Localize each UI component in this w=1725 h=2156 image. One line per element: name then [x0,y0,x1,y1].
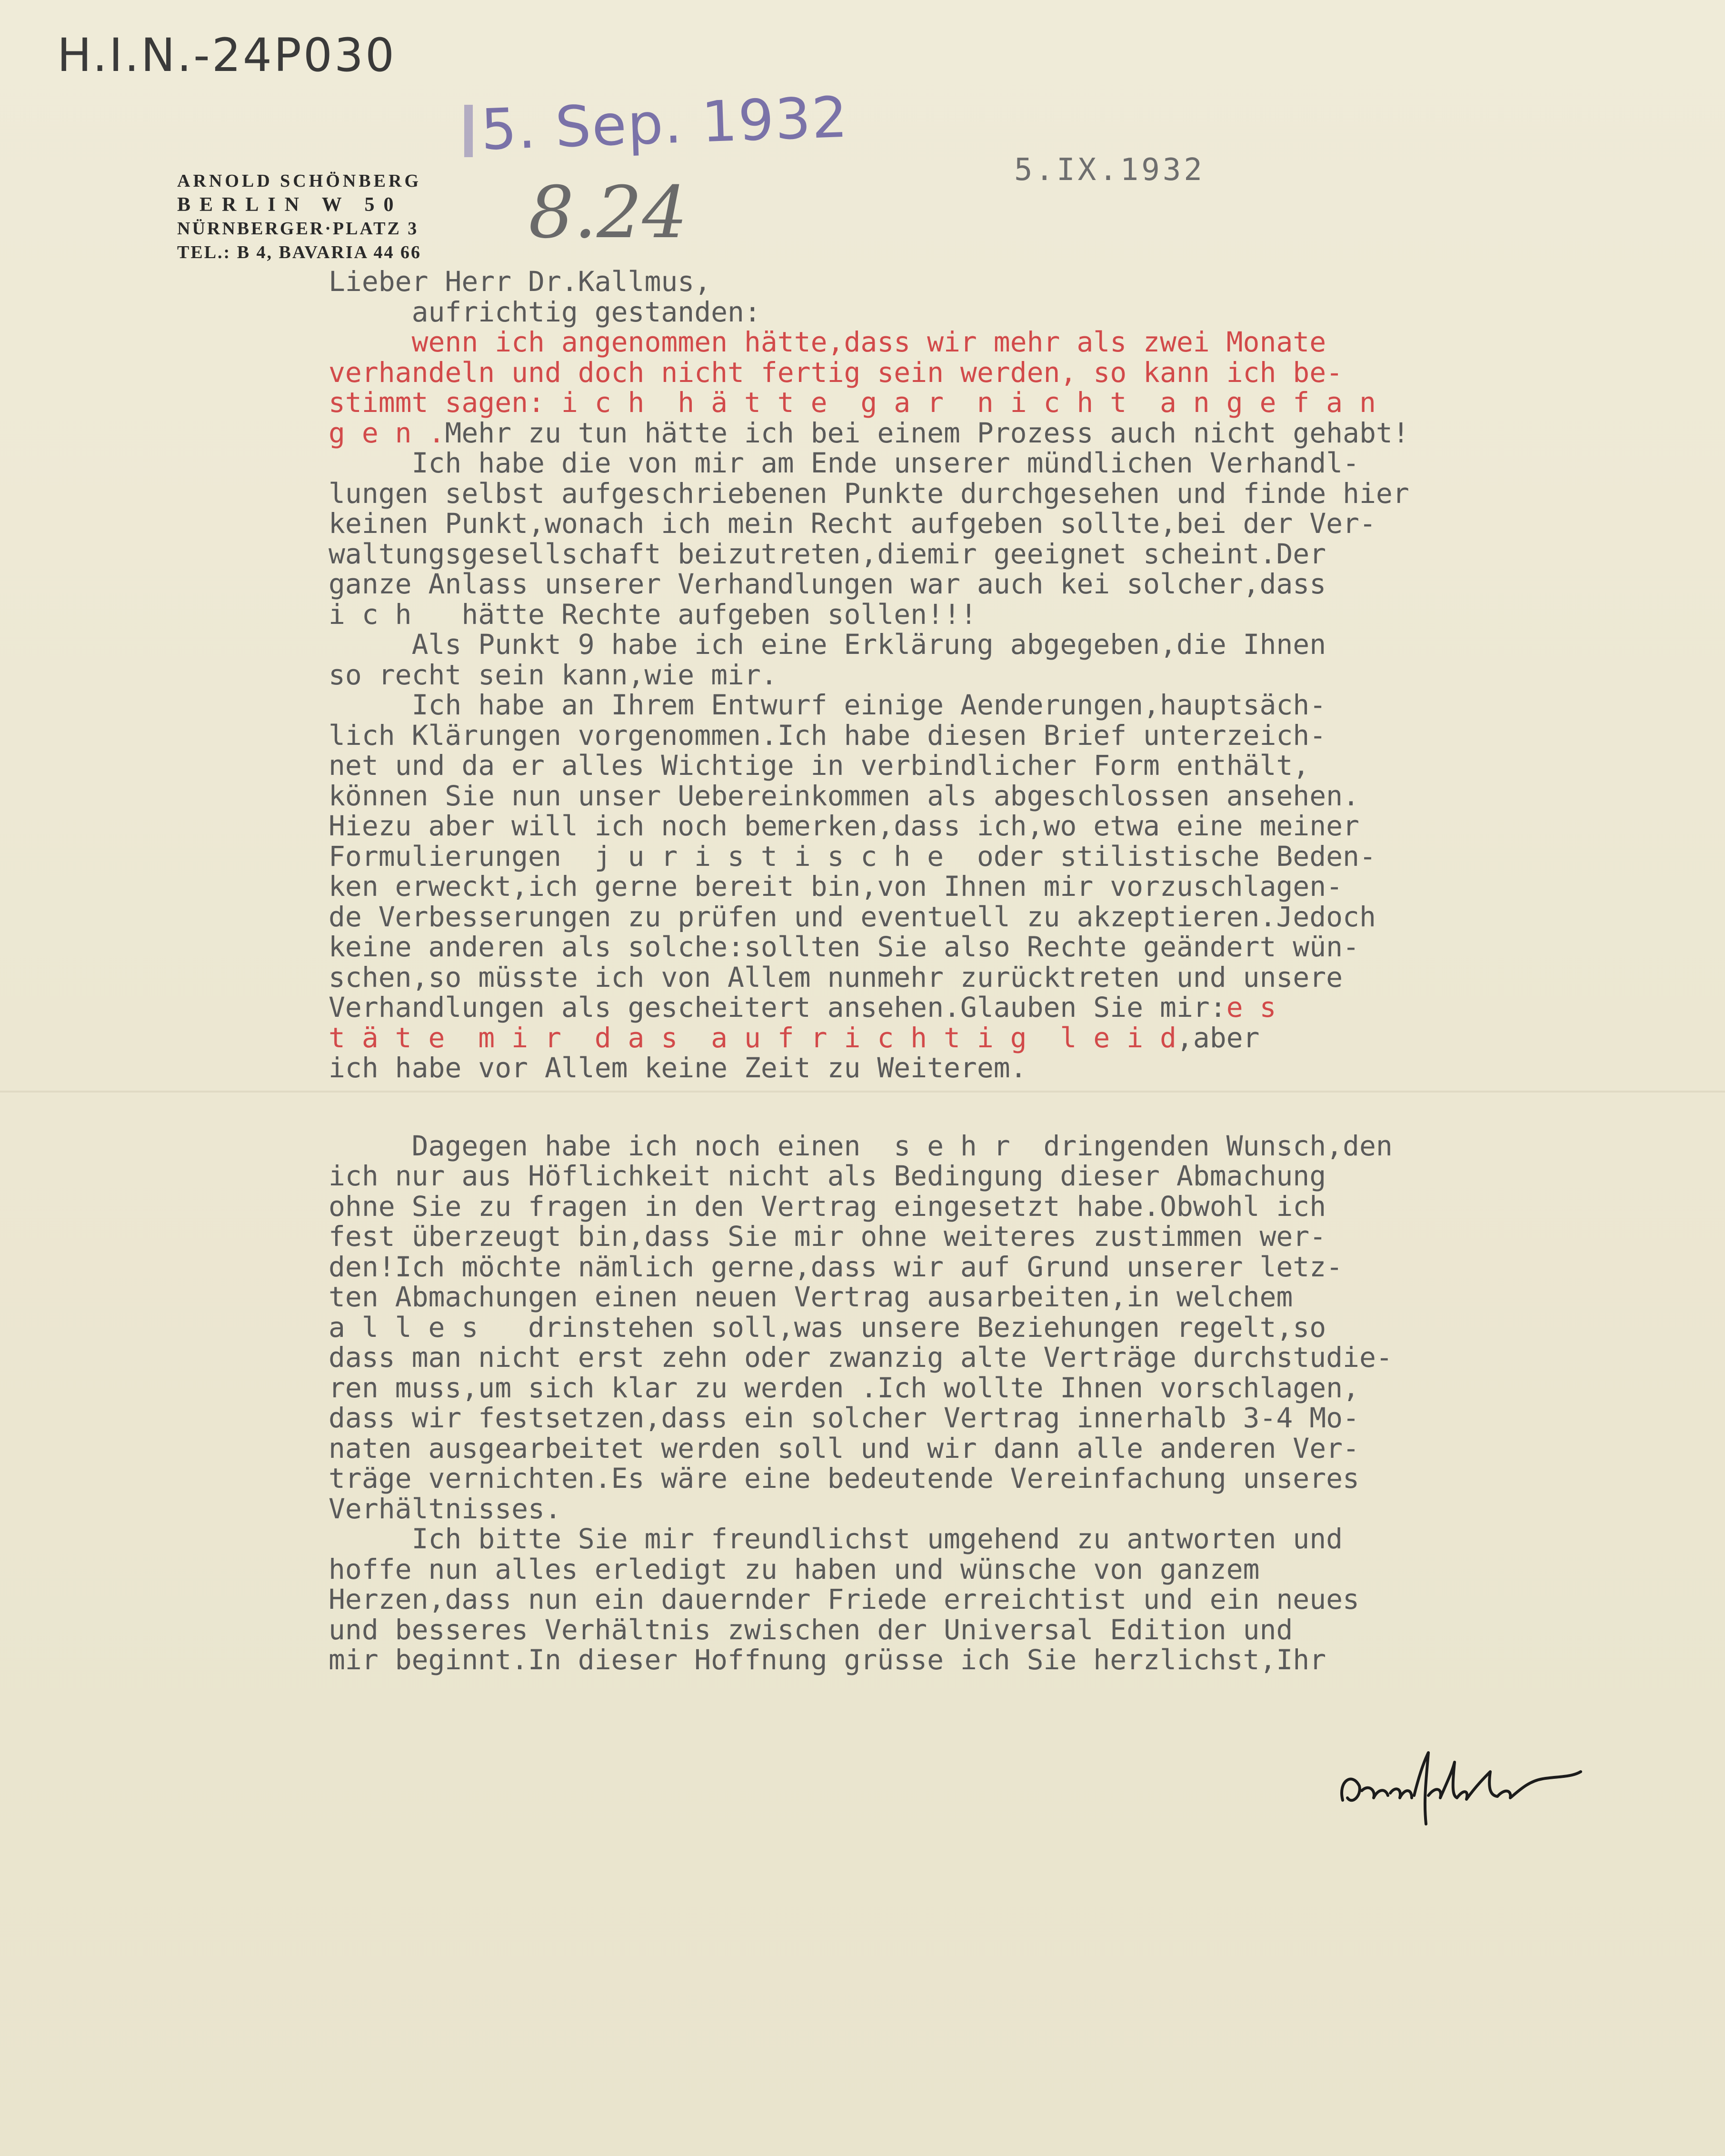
letter-line-text: Dagegen habe ich noch einen s e h r dringenden Wunsch,den [329,1129,1393,1162]
letter-line [329,509,1643,539]
letter-line [329,1584,1643,1615]
letter-line [329,1282,1643,1313]
letter-line [329,1494,1643,1524]
letter-line [329,418,1643,449]
letter-line-text: wenn ich angenommen hätte,dass wir mehr als zwei Monate [329,326,1326,358]
received-date-stamp: 5. Sep. 1932 [479,84,850,163]
letter-line-text: ich habe vor Allem keine Zeit zu Weiterem. [329,1052,1027,1084]
letter-line [329,963,1643,993]
letter-line [329,721,1643,751]
letter-line [329,811,1643,842]
letter-line [329,388,1643,418]
letter-line [329,327,1643,358]
letter-line-text: i c h hätte Rechte aufgeben sollen!!! [329,598,977,631]
letter-line [329,1252,1643,1283]
letter-line [329,1645,1643,1675]
archive-number: H.I.N.-24P030 [57,29,397,82]
letter-line [329,1161,1643,1192]
letter-line-text: ten Abmachungen einen neuen Vertrag ausarbeiten,in welchem [329,1281,1293,1313]
letter-line-tail: e s [1226,991,1276,1023]
letter-line-text: keine anderen als solche:sollten Sie also Rechte geändert wün- [329,931,1359,963]
letter-line [329,1222,1643,1252]
letter-line-text: naten ausgearbeitet werden soll und wir dann alle anderen Ver- [329,1432,1359,1464]
letter-line [329,569,1643,600]
letterhead-city: BERLIN W 50 [177,194,403,216]
letter-line [329,872,1643,902]
letter-line-text: ich nur aus Höflichkeit nicht als Bedingung dieser Abmachung [329,1160,1326,1192]
letter-line [329,1464,1643,1494]
letter-line-tail: Mehr zu tun hätte ich bei einem Prozess auch nicht gehabt! [445,416,1409,449]
letter-line-text: Hiezu aber will ich noch bemerken,dass ich,wo etwa eine meiner [329,810,1359,842]
letter-line [329,993,1643,1023]
letter-line-text: und besseres Verhältnis zwischen der Universal Edition und [329,1613,1293,1646]
letter-line-text: fest überzeugt bin,dass Sie mir ohne weiteres zustimmen wer- [329,1220,1326,1253]
letter-line-text: Ich habe an Ihrem Entwurf einige Aenderungen,hauptsäch- [329,689,1326,721]
letter-line [329,1524,1643,1554]
letterhead-telephone: TEL.: B 4, BAVARIA 44 66 [177,242,421,262]
letter-line [329,297,1643,328]
letter-line-text: mir beginnt.In dieser Hoffnung grüsse ich Sie herzlichst,Ihr [329,1644,1326,1676]
letter-line [329,1373,1643,1404]
letter-line [329,479,1643,509]
letter-body [329,267,1643,1675]
letter-line-text: lich Klärungen vorgenommen.Ich habe diesen Brief unterzeich- [329,719,1326,752]
letter-line-text: so recht sein kann,wie mir. [329,658,778,691]
letter-line [329,1403,1643,1434]
letter-line-text: ganze Anlass unserer Verhandlungen war auch kei solcher,dass [329,568,1326,600]
letterhead-address: NÜRNBERGER·PLATZ 3 [177,219,419,239]
letter-line-text: dass wir festsetzen,dass ein solcher Vertrag innerhalb 3-4 Mo- [329,1402,1359,1434]
letter-line-text: net und da er alles Wichtige in verbindlicher Form enthält, [329,749,1310,782]
letter-line-text: verhandeln und doch nicht fertig sein werden, so kann ich be- [329,356,1343,389]
stamp-mark [464,105,473,157]
letter-line [329,1023,1643,1053]
pencil-note: 8.24 [528,171,688,254]
letter-date: 5.IX.1932 [1014,152,1205,188]
letterhead-name: ARNOLD SCHÖNBERG [177,171,421,191]
letter-line [329,1554,1643,1585]
letter-line [329,630,1643,660]
letter-line-text: den!Ich möchte nämlich gerne,dass wir auf Grund unserer letz- [329,1250,1343,1283]
letter-line-text: lungen selbst aufgeschriebenen Punkte durchgesehen und finde hier [329,477,1409,510]
letter-line [329,932,1643,963]
letter-line [329,1615,1643,1645]
letter-line-text: g e n . [329,416,445,449]
letter-line-text: träge vernichten.Es wäre eine bedeutende Vereinfachung unseres [329,1462,1359,1494]
letter-line-text: hoffe nun alles erledigt zu haben und wünsche von ganzem [329,1553,1260,1585]
signature-image [1333,1743,1590,1829]
letter-line-text: Lieber Herr Dr.Kallmus, [329,265,711,298]
letter-line [329,267,1643,297]
letter-line [329,781,1643,812]
letter-line [329,600,1643,630]
letter-line-text: waltungsgesellschaft beizutreten,diemir geeignet scheint.Der [329,537,1326,570]
letter-line [329,690,1643,721]
letter-line [329,751,1643,781]
letter-line-text: Ich habe die von mir am Ende unserer mündlichen Verhandl- [329,447,1359,479]
letter-line-text: ken erweckt,ich gerne bereit bin,von Ihnen mir vorzuschlagen- [329,870,1343,903]
letter-line-text: Formulierungen j u r i s t i s c h e oder stilistische Beden- [329,840,1376,872]
letter-line [329,1313,1643,1343]
letter-line-text: können Sie nun unser Uebereinkommen als abgeschlossen ansehen. [329,779,1359,812]
letter-line-text: Als Punkt 9 habe ich eine Erklärung abgegeben,die Ihnen [329,628,1326,661]
letter-line [329,448,1643,479]
letter-line [329,1083,1643,1131]
letter-line [329,1192,1643,1222]
letter-line [329,1053,1643,1083]
letter-line-text: de Verbesserungen zu prüfen und eventuell zu akzeptieren.Jedoch [329,900,1376,933]
letter-line [329,842,1643,872]
letter-line [329,660,1643,691]
letter-line-text: a l l e s drinstehen soll,was unsere Beziehungen regelt,so [329,1311,1326,1344]
letter-line-text: ohne Sie zu fragen in den Vertrag eingesetzt habe.Obwohl ich [329,1190,1326,1223]
letter-line-text: Verhältnisses. [329,1492,561,1525]
letter-line-text: schen,so müsste ich von Allem nunmehr zurücktreten und unsere [329,961,1343,993]
letter-line-tail: ,aber [1176,1021,1260,1054]
letter-line-text: Ich bitte Sie mir freundlichst umgehend zu antworten und [329,1523,1343,1555]
letterhead [177,169,421,264]
letter-line [329,1131,1643,1162]
letter-line-text: keinen Punkt,wonach ich mein Recht aufgeben sollte,bei der Ver- [329,507,1376,540]
letter-line-text: aufrichtig gestanden: [329,295,761,328]
letter-line-text: t ä t e m i r d a s a u f r i c h t i g l e i d [329,1021,1177,1054]
letter-line-text: stimmt sagen: i c h h ä t t e g a r n i c h t a n g e f a n [329,386,1376,419]
letter-line [329,539,1643,570]
letter-line-text: ren muss,um sich klar zu werden .Ich wollte Ihnen vorschlagen, [329,1371,1359,1404]
letter-line-text: Herzen,dass nun ein dauernder Friede erreichtist und ein neues [329,1583,1359,1615]
letter-line-text: Verhandlungen als gescheitert ansehen.Glauben Sie mir: [329,991,1226,1023]
letter-line [329,902,1643,933]
letter-line [329,1434,1643,1464]
letter-line-text: dass man nicht erst zehn oder zwanzig alte Verträge durchstudie- [329,1341,1393,1374]
letter-line [329,1343,1643,1373]
letter-line [329,358,1643,388]
